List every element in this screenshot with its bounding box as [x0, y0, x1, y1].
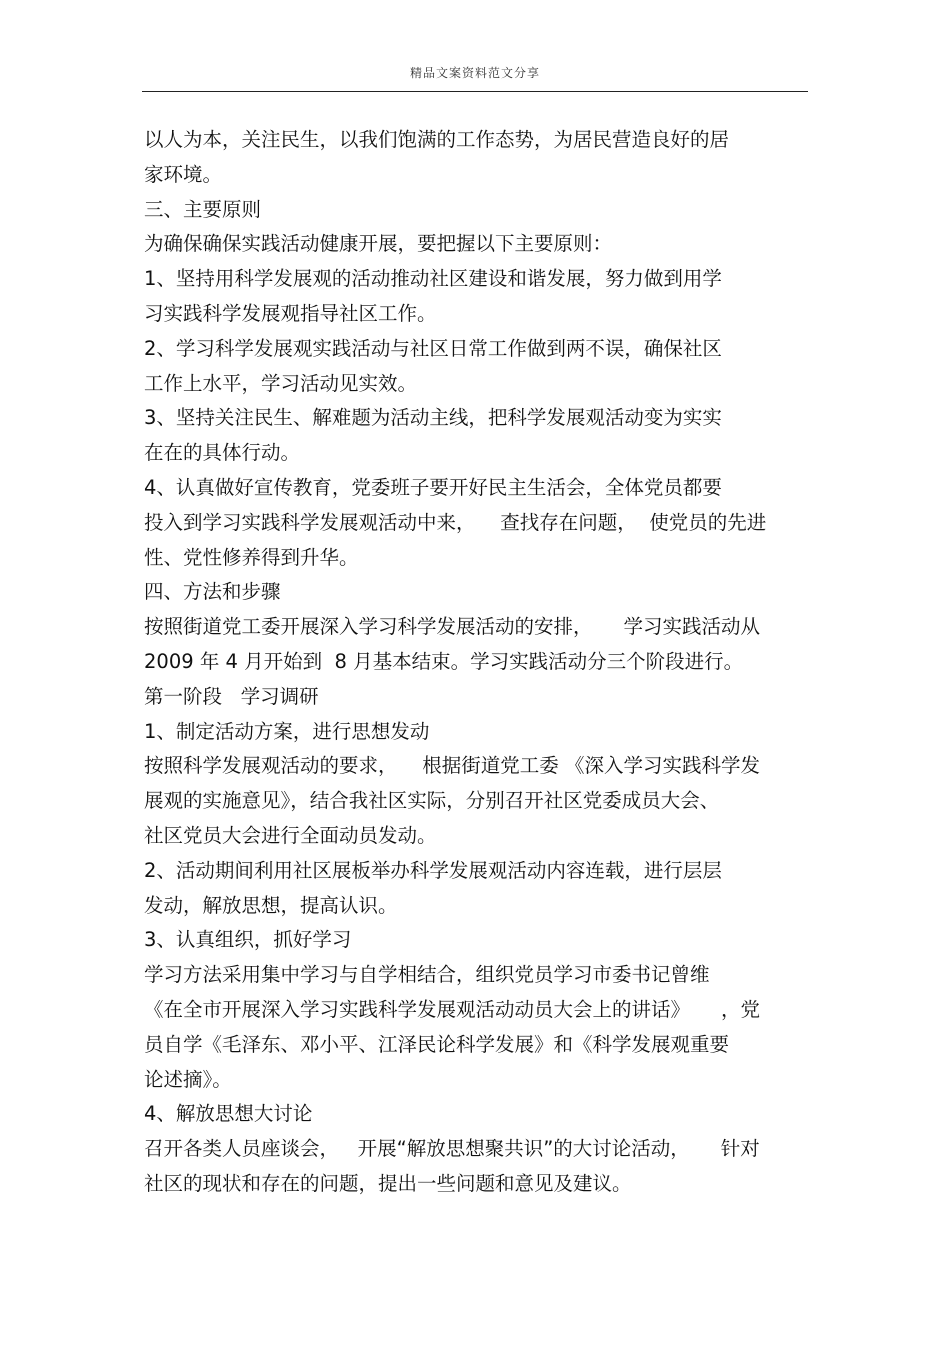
text-line: 2、学习科学发展观实践活动与社区日常工作做到两不误，确保社区: [144, 336, 722, 360]
text-line: 1、坚持用科学发展观的活动推动社区建设和谐发展，努力做到用学: [144, 267, 722, 291]
text-line: 2009 年 4 月开始到 8 月基本结束。学习实践活动分三个阶段进行。: [144, 649, 744, 673]
section-heading: 三、主要原则: [144, 197, 262, 221]
text-line: 家环境。: [144, 162, 223, 186]
text-line: 论述摘》。: [144, 1067, 232, 1091]
section-heading: 四、方法和步骤: [144, 580, 281, 604]
text-line: 习实践科学发展观指导社区工作。: [144, 301, 437, 325]
text-line: 为确保确保实践活动健康开展，要把握以下主要原则：: [144, 232, 613, 256]
text-line: 召开各类人员座谈会， 开展“解放思想聚共识”的大讨论活动， 针对: [144, 1137, 760, 1161]
text-line: 工作上水平，学习活动见实效。: [144, 371, 418, 395]
page-header-title: 精品文案资料范文分享: [409, 66, 540, 80]
text-line: 学习方法采用集中学习与自学相结合，组织党员学习市委书记曾维: [144, 963, 710, 987]
text-line: 员自学《毛泽东、邓小平、江泽民论科学发展》和《科学发展观重要: [144, 1032, 730, 1056]
text-line: 性、党性修养得到升华。: [144, 545, 359, 569]
text-line: 发动，解放思想，提高认识。: [144, 893, 398, 917]
text-line: 社区的现状和存在的问题，提出一些问题和意见及建议。: [144, 1171, 632, 1195]
text-line: 1、制定活动方案，进行思想发动: [144, 719, 430, 743]
document-body: [144, 123, 814, 1202]
text-line: 4、解放思想大讨论: [144, 1102, 313, 1126]
text-line: 按照科学发展观活动的要求， 根据街道党工委 《深入学习实践科学发: [144, 754, 760, 778]
text-line: 3、认真组织，抓好学习: [144, 928, 352, 952]
text-line: 3、坚持关注民生、解难题为活动主线，把科学发展观活动变为实实: [144, 406, 722, 430]
text-line: 展观的实施意见》，结合我社区实际，分别召开社区党委成员大会、: [144, 789, 720, 813]
text-line: 4、认真做好宣传教育，党委班子要开好民主生活会，全体党员都要: [144, 475, 722, 499]
text-line: 按照街道党工委开展深入学习科学发展活动的安排， 学习实践活动从: [144, 615, 760, 639]
text-line: 2、活动期间利用社区展板举办科学发展观活动内容连载，进行层层: [144, 858, 722, 882]
header-divider: [142, 91, 808, 92]
text-line: 投入到学习实践科学发展观活动中来， 查找存在问题， 使党员的先进: [144, 510, 767, 534]
text-line: 社区党员大会进行全面动员发动。: [144, 823, 437, 847]
text-line: 在在的具体行动。: [144, 441, 301, 465]
text-line: 《在全市开展深入学习实践科学发展观活动动员大会上的讲话》 ，党: [144, 997, 760, 1021]
stage-heading: 第一阶段 学习调研: [144, 684, 319, 708]
text-line: 以人为本，关注民生，以我们饱满的工作态势，为居民营造良好的居: [144, 128, 730, 151]
